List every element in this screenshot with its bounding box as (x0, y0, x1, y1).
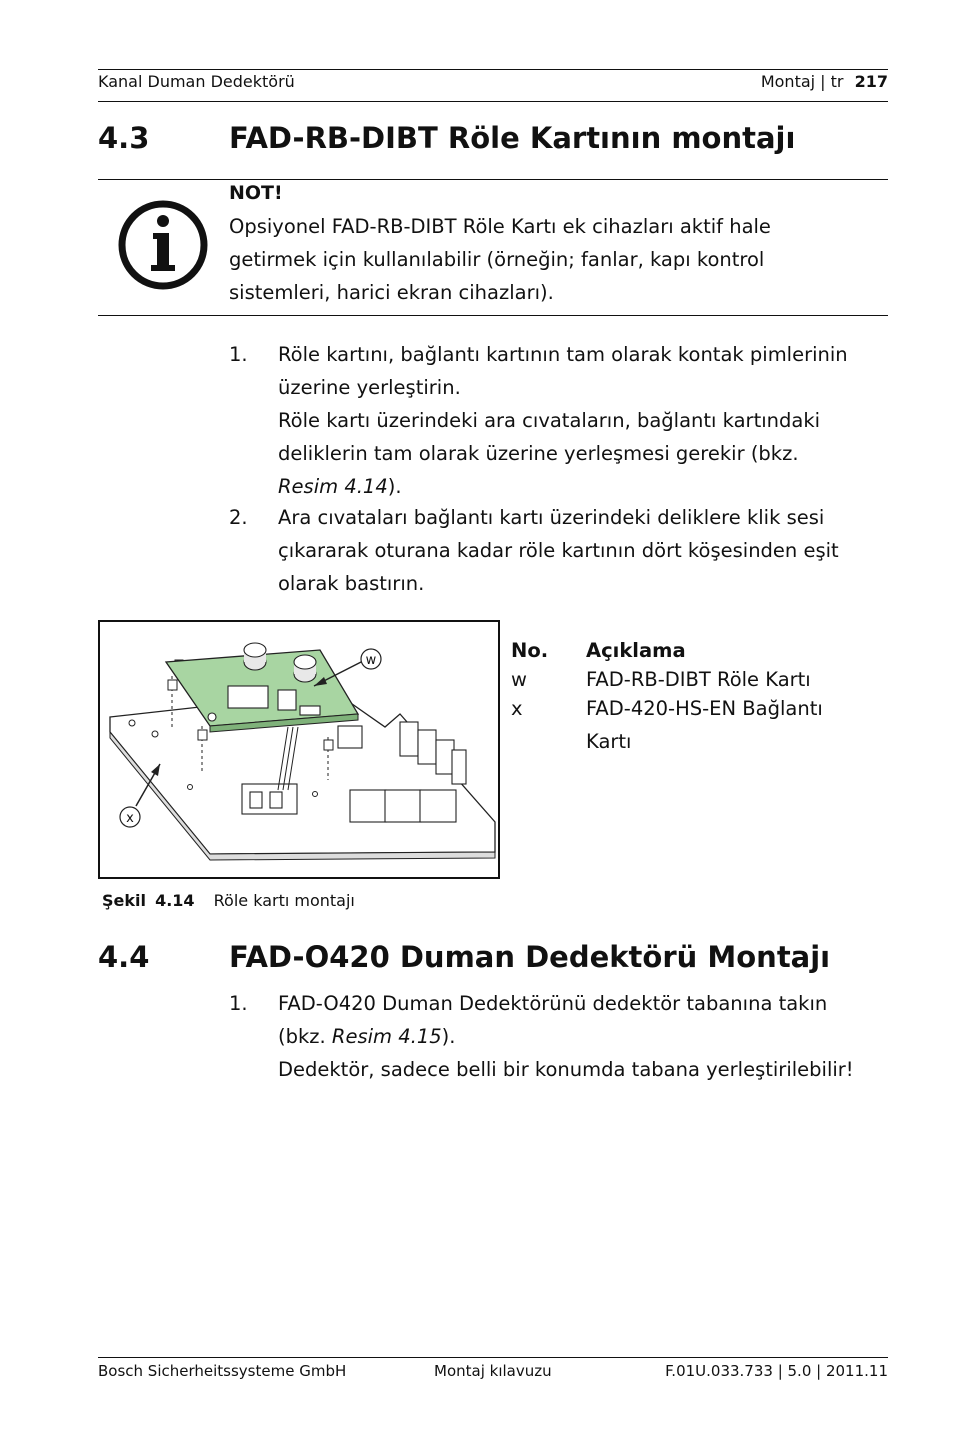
step-text (278, 987, 854, 1086)
step-text (278, 501, 839, 600)
step-text (278, 338, 848, 503)
section-title: FAD-O420 Duman Dedektörü Montajı (229, 940, 831, 974)
ref-suffix: ). (387, 475, 402, 498)
step-line-ref (278, 1020, 854, 1053)
callout-w: w (365, 653, 377, 668)
footer-rule (98, 1357, 888, 1358)
header-top-rule (98, 69, 888, 70)
legend-header-desc: Açıklama (586, 639, 686, 662)
legend-row (511, 665, 871, 694)
header-section-label: Montaj | tr (760, 72, 844, 91)
step-number: 1. (229, 992, 248, 1015)
figure-reference: Resim 4.14 (278, 475, 388, 498)
step-line: üzerine yerleştirin. (278, 376, 461, 399)
legend-no: w (511, 668, 527, 691)
figure-legend (511, 636, 871, 758)
step-number: 2. (229, 506, 248, 529)
legend-desc-line: Kartı (586, 730, 632, 753)
header-bottom-rule (98, 101, 888, 102)
legend-header-row (511, 636, 871, 665)
step-line: Dedektör, sadece belli bir konumda tabana yerleştirilebilir! (278, 1058, 854, 1081)
header-section (761, 72, 888, 91)
note-label: NOT! (229, 182, 283, 204)
note-line: getirmek için kullanılabilir (örneğin; fanlar, kapı kontrol (229, 248, 765, 271)
step-line: FAD-O420 Duman Dedektörünü dedektör tabanına takın (278, 992, 828, 1015)
legend-no: x (511, 697, 523, 720)
caption-number: 4.14 (155, 891, 195, 910)
step-line: Ara cıvataları bağlantı kartı üzerindeki deliklere klik sesi (278, 506, 825, 529)
step-line: olarak bastırın. (278, 572, 425, 595)
legend-desc: FAD-RB-DIBT Röle Kartı (586, 668, 811, 691)
step-line: deliklerin tam olarak üzerine yerleşmesi gerekir (bkz. (278, 442, 799, 465)
note-bottom-rule (98, 315, 888, 316)
section-title: FAD-RB-DIBT Röle Kartının montajı (229, 121, 796, 155)
section-number: 4.3 (98, 121, 150, 155)
step-number: 1. (229, 343, 248, 366)
step-line-ref (278, 470, 848, 503)
ref-prefix: (bkz. (278, 1025, 332, 1048)
legend-desc-line: FAD-420-HS-EN Bağlantı (586, 697, 823, 720)
figure-reference: Resim 4.15 (331, 1025, 442, 1048)
legend-row (511, 694, 871, 758)
step-line: Röle kartını, bağlantı kartının tam olarak kontak pimlerinin (278, 343, 848, 366)
footer-doc-id: F.01U.033.733 | 5.0 | 2011.11 (665, 1362, 888, 1380)
step-line: çıkararak oturana kadar röle kartının dört köşesinden eşit (278, 539, 839, 562)
note-top-rule (98, 179, 888, 180)
figure-relay-board-assembly (98, 620, 500, 879)
info-icon (117, 199, 209, 291)
callout-x: x (126, 811, 134, 826)
footer-company: Bosch Sicherheitssysteme GmbH (98, 1362, 347, 1380)
step-line: Röle kartı üzerindeki ara cıvataların, bağlantı kartındaki (278, 409, 821, 432)
section-number: 4.4 (98, 940, 150, 974)
caption-text: Röle kartı montajı (213, 891, 355, 910)
legend-desc (586, 692, 823, 758)
footer-doc-type: Montaj kılavuzu (434, 1362, 552, 1380)
figure-caption (102, 891, 355, 910)
header-doc-title: Kanal Duman Dedektörü (98, 72, 295, 91)
legend-header-no: No. (511, 639, 549, 662)
ref-suffix: ). (441, 1025, 456, 1048)
relay-board-illustration (100, 622, 498, 877)
note-line: Opsiyonel FAD-RB-DIBT Röle Kartı ek cihazları aktif hale (229, 215, 771, 238)
header-page-number: 217 (854, 72, 888, 91)
note-text (229, 210, 771, 309)
note-line: sistemleri, harici ekran cihazları). (229, 281, 554, 304)
caption-label: Şekil (102, 891, 146, 910)
